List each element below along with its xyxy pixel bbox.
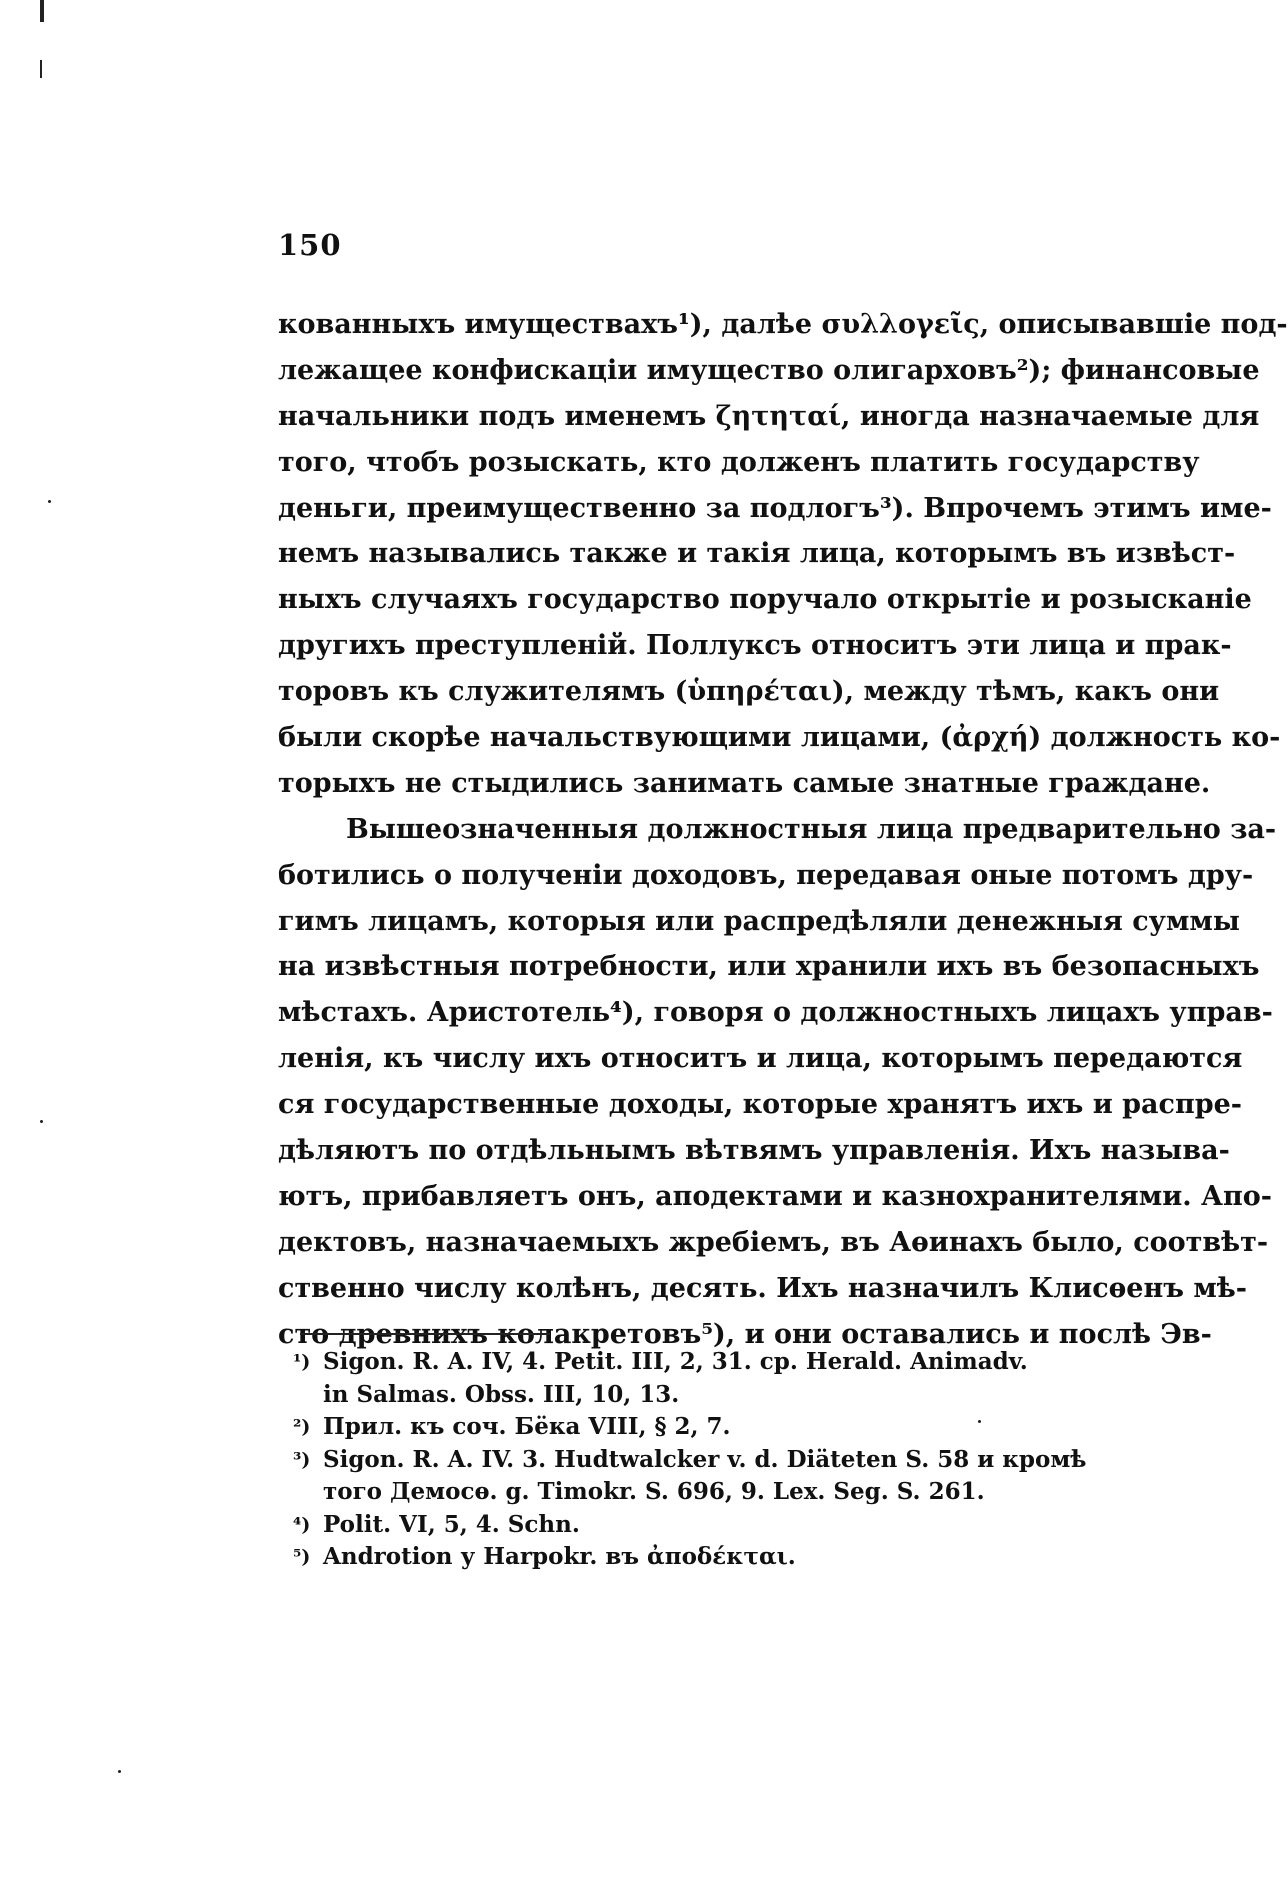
footnote-4 (293, 1509, 1083, 1542)
footnote-marker: ³) (293, 1448, 311, 1471)
scan-speck (48, 500, 51, 503)
footnote-text: Прил. къ соч. Бёка VIII, § 2, 7. (323, 1413, 731, 1440)
footnote-marker: ⁴) (293, 1513, 311, 1536)
text-line: мѣстахъ. Аристотель⁴), говоря о должностныхъ лицахъ управ- (278, 997, 1273, 1029)
scan-speck (978, 1420, 981, 1423)
text-line: ся государственные доходы, которые хранятъ ихъ и распре- (278, 1089, 1242, 1121)
scan-mark-top (40, 0, 44, 22)
footnote-3 (293, 1444, 1087, 1477)
footnote-3-continuation: того Демосѳ. g. Timokr. S. 696, 9. Lex. Seg. S. 261. (323, 1478, 985, 1505)
footnote-1 (293, 1346, 1083, 1379)
text-line: ютъ, прибавляетъ онъ, аподектами и казнохранителями. Апо- (278, 1180, 1273, 1212)
footnote-text: Sigon. R. A. IV, 4. Petit. III, 2, 31. cp. Herald. Animadv. (323, 1348, 1028, 1375)
scan-speck (40, 1120, 43, 1123)
text-line: дектовъ, назначаемыхъ жребіемъ, въ Аѳинахъ было, соотвѣт- (278, 1226, 1269, 1258)
footnotes (293, 1346, 1087, 1574)
text-line: ботились о полученіи доходовъ, передавая оные потомъ дру- (278, 859, 1254, 891)
text-line: ныхъ случаяхъ государство поручало открытіе и розысканіе (278, 584, 1252, 616)
text-line: того, чтобъ розыскать, кто долженъ платить государству (278, 446, 1200, 478)
footnote-text: Androtion у Harpokr. въ ἀποδέκται. (323, 1543, 796, 1570)
text-line: ственно числу колѣнъ, десять. Ихъ назначилъ Клисѳенъ мѣ- (278, 1272, 1247, 1304)
text-line: деньги, преимущественно за подлогъ³). Впрочемъ этимъ име- (278, 492, 1272, 524)
footnote-separator (300, 1333, 550, 1335)
body-text (278, 302, 1288, 1357)
footnote-2 (293, 1411, 1083, 1444)
text-line: немъ назывались также и такія лица, которымъ въ извѣст- (278, 538, 1236, 570)
footnote-marker: ⁵) (293, 1546, 311, 1568)
text-line: другихъ преступленій. Поллуксъ относитъ эти лица и прак- (278, 630, 1232, 662)
text-line: гимъ лицамъ, которыя или распредѣляли денежныя суммы (278, 905, 1240, 937)
footnote-text: Polit. VI, 5, 4. Schn. (323, 1510, 580, 1538)
footnote-1-continuation: in Salmas. Obss. III, 10, 13. (323, 1380, 680, 1408)
footnote-text: Sigon. R. A. IV. 3. Hudtwalcker v. d. Diäteten S. 58 и кромѣ (323, 1445, 1087, 1473)
page-number: 150 (278, 228, 342, 262)
text-line: кованныхъ имуществахъ¹), далѣе συλλογεῖς, описывавшіе под- (278, 309, 1288, 340)
text-line: начальники подъ именемъ ζητηταί, иногда назначаемые для (278, 400, 1260, 432)
scan-mark-left (40, 60, 42, 78)
footnote-5 (293, 1541, 1083, 1574)
text-line: на извѣстныя потребности, или хранили ихъ въ безопасныхъ (278, 951, 1260, 983)
text-line: лежащее конфискаціи имущество олигарховъ²); финансовые (278, 354, 1260, 386)
text-line: торовъ къ служителямъ (ὑπηρέται), между тѣмъ, какъ они (278, 676, 1220, 708)
text-line: торыхъ не стыдились занимать самые знатные граждане. (278, 767, 1211, 799)
footnote-marker: ²) (293, 1416, 311, 1438)
text-line: ленія, къ числу ихъ относитъ и лица, которымъ передаются (278, 1043, 1243, 1075)
scan-speck (118, 1770, 121, 1773)
footnote-marker: ¹) (293, 1351, 311, 1373)
text-line: сто древнихъ колакретовъ⁵), и они оставались и послѣ Эв- (278, 1318, 1212, 1350)
text-line: дѣляютъ по отдѣльнымъ вѣтвямъ управленія. Ихъ называ- (278, 1135, 1230, 1167)
text-line: Вышеозначенныя должностныя лица предварительно за- (346, 813, 1277, 845)
text-line: были скорѣе начальствующими лицами, (ἀρχή) должность ко- (278, 722, 1281, 754)
